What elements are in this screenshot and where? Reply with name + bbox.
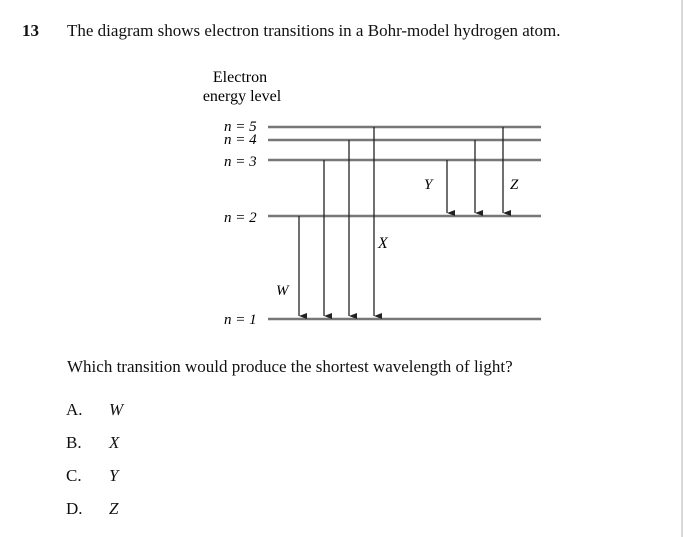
transition-label-z: Z	[510, 177, 519, 193]
axis-title-line2: energy level	[202, 88, 282, 105]
transition-label-w: W	[276, 283, 289, 299]
question-stem: The diagram shows electron transitions in a Bohr-model hydrogen atom.	[67, 21, 561, 40]
option-b-letter[interactable]: B.	[66, 433, 82, 452]
transition-label-x: X	[378, 235, 388, 252]
option-c-value[interactable]: Y	[109, 466, 119, 485]
axis-title-line1: Electron	[212, 69, 268, 86]
option-c-letter[interactable]: C.	[66, 466, 82, 485]
transition-label-y: Y	[424, 177, 433, 193]
level-label-n2: n = 2	[224, 210, 257, 226]
option-d-value[interactable]: Z	[109, 499, 119, 518]
question-prompt: Which transition would produce the shortest wavelength of light?	[67, 357, 513, 376]
option-b-value[interactable]: X	[109, 433, 120, 452]
option-a-value[interactable]: W	[109, 400, 124, 419]
level-label-n4: n = 4	[224, 132, 257, 148]
option-a-letter[interactable]: A.	[66, 400, 83, 419]
question-number: 13	[22, 21, 39, 40]
level-label-n1: n = 1	[224, 312, 257, 328]
level-label-n5: n = 5	[224, 119, 257, 135]
level-label-n3: n = 3	[224, 154, 257, 170]
option-d-letter[interactable]: D.	[66, 499, 83, 518]
